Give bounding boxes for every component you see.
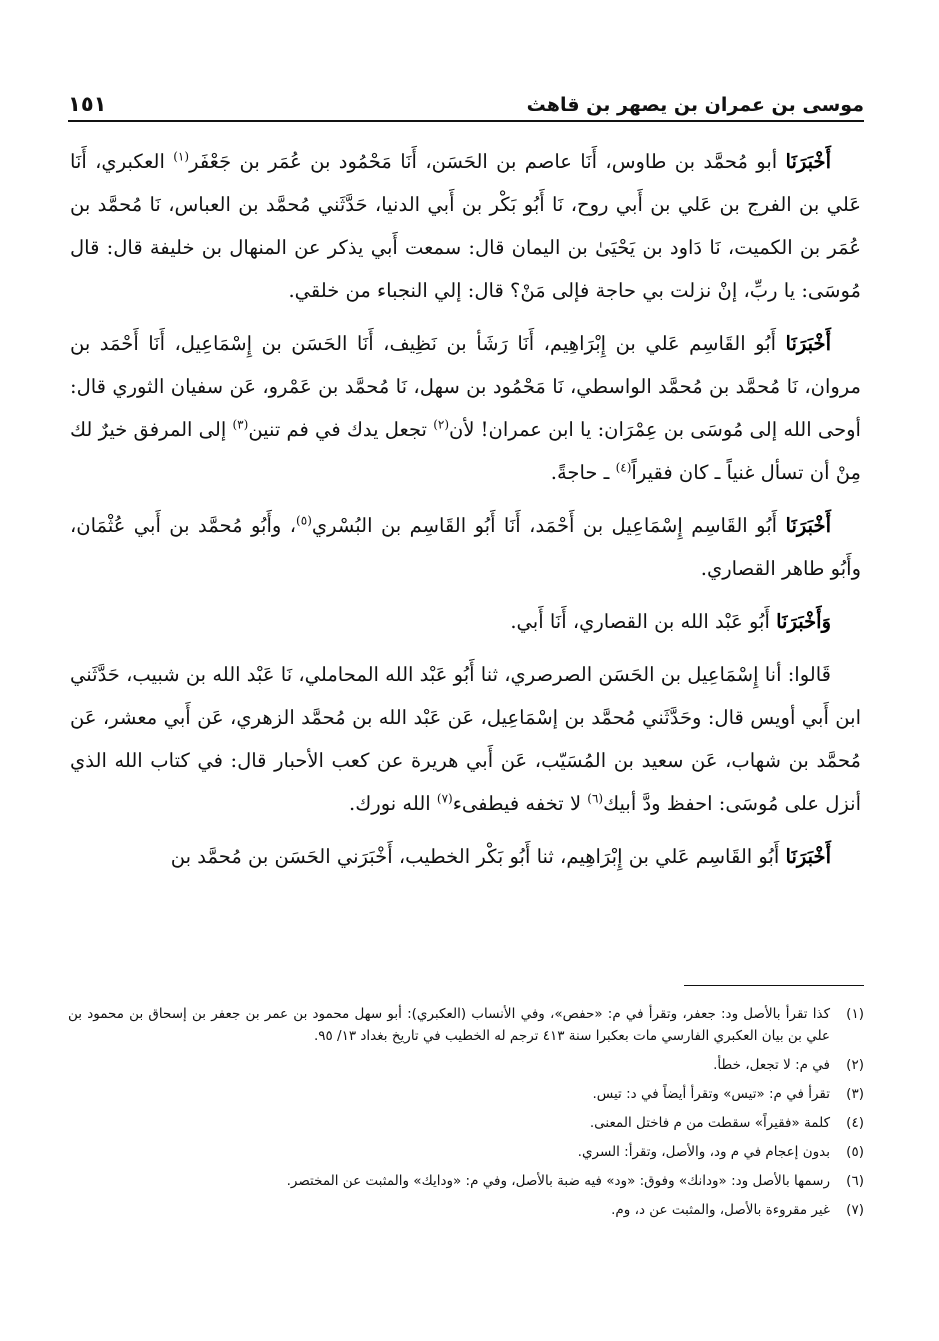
paragraph-6 [70,835,861,878]
paragraph-4 [70,600,861,643]
text-segment: أَبُو القَاسِم عَلي بن إِبْرَاهِيم، ثنا أَبُو بَكْر الخطيب، أَخْبَرَني الحَسَن بن مُحمَّد بن [170,845,786,868]
footnote-ref-6: (٦) [587,791,604,806]
footnote-number: (٢) [846,1057,864,1073]
text-segment: ، وأَبُو مُحمَّد بن أَبي عُثْمَان، وأَبُو طاهر القصاري. [70,514,861,580]
footnote-ref-7: (٧) [436,791,453,806]
main-text [70,140,861,888]
keyword-akhbarana: أَخْبَرَنَا [785,845,831,868]
keyword-wa-akhbarana: وَأَخْبَرَنَا [776,610,831,633]
footnotes [68,1003,864,1228]
footnote-text: في م: لا تجعل، خطأ. [713,1057,830,1073]
footnote-number: (٣) [846,1086,864,1102]
page-header [68,82,864,116]
keyword-akhbarana: أَخْبَرَنَا [785,332,831,355]
footnote-7 [68,1199,864,1221]
footnote-5 [68,1141,864,1163]
paragraph-1 [70,140,861,312]
text-segment: أَبُو عَبْد الله بن القصاري، أَنَا أَبي. [510,610,777,633]
footnote-text: كلمة «فقيراً» سقطت من م فاختل المعنى. [589,1115,830,1131]
text-segment: أَبُو القَاسِم عَلي بن إِبْرَاهِيم، أَنَا رَشَأ بن نَظِيف، أَنَا الحَسَن بن إِسْمَاعِيل، أَنَا أَحْمَد بن مروان، نَا مُحمَّد بن مُحمَّد الواسطي، نَا مَحْمُود بن سهل، نَا مُحمَّد بن عَمْرو، عَن سفيان الثوري قال: أوحى الله إلى مُوسَى بن عِمْرَان: يا ابن عمران! لأن [70,332,861,441]
footnote-6 [68,1170,864,1192]
paragraph-2 [70,322,861,494]
footnote-separator [684,985,864,986]
footnote-ref-5: (٥) [296,513,312,528]
footnote-number: (٦) [846,1173,864,1189]
footnote-ref-1: (١) [173,149,190,164]
footnote-4 [68,1112,864,1134]
text-segment: الله نورك. [349,792,437,815]
footnote-text: كذا تقرأ بالأصل ود: جعفر، وتقرأ في م: «حفص»، وفي الأنساب (العكبري): أبو سهل محمود بن عمر بن جعفر بن إسحاق بن محمود بن علي بن بيان العكبري الفارسي مات بعكبرا سنة ٤١٣ ترجم له الخطيب في تاريخ بغداد ١٣/ ٩٥. [68,1006,830,1044]
text-segment: قَالوا: أنا إِسْمَاعِيل بن الحَسَن الصرصري، ثنا أَبُو عَبْد الله المحاملي، نَا عَبْد الله بن شبيب، حَدَّثَني ابن أَبي أويس قال: وحَدَّثَني مُحمَّد بن إسْمَاعِيل، عَن عَبْد الله بن مُحمَّد الزهري، عَن أَبي معشر، عَن مُحمَّد بن شهاب، عَن سعيد بن المُسَيّب، عَن أَبي هريرة عن كعب الأحبار قال: في كتاب الله الذي أنزل على مُوسَى: احفظ ودَّ أبيك [70,663,862,815]
text-segment: تجعل يدك في فم تنين [248,418,434,441]
footnote-text: بدون إعجام في م ود، والأصل، وتقرأ: السري. [577,1144,830,1160]
footnote-text: غير مقروءة بالأصل، والمثبت عن د، وم. [611,1202,830,1218]
text-segment: إلى المرفق خيرٌ لك مِنْ أن تسأل غنياً ـ كان فقيراً [70,418,861,484]
footnote-text: رسمها بالأصل ود: «ودانك» وفوق: «ود» فيه ضبة بالأصل، وفي م: «ودايك» والمثبت عن المختصر. [286,1173,830,1189]
text-segment: لا تخفه فيطفىء [452,792,588,815]
header-rule [68,120,864,122]
footnote-2 [68,1054,864,1076]
text-segment: العكبري، أَنَا عَلي بن الفرج بن عَلي بن أَبي روح، نَا أَبُو بَكْر بن أَبي الدنيا، حَدَّثَني مُحمَّد بن العباس، نَا مُحمَّد بن عُمَر بن الكميت، نَا دَاود بن يَحْيَىٰ بن اليمان قال: سمعت أَبي يذكر عن المنهال بن خليفة قال: قال مُوسَى: يا ربِّ، إنْ نزلت بي حاجة فإلى مَنْ؟ قال: إلي النجباء من خلقي. [70,150,861,302]
footnote-ref-4: (٤) [615,460,632,475]
footnote-ref-3: (٣) [232,417,249,432]
paragraph-3 [70,504,861,590]
text-segment: أبو مُحمَّد بن طاوس، أَنَا عاصم بن الحَسَن، أَنَا مَحْمُود بن عُمَر بن جَعْفَر [189,150,786,173]
footnote-number: (٧) [846,1202,864,1218]
footnote-ref-2: (٢) [433,417,450,432]
keyword-akhbarana: أَخْبَرَنَا [785,150,832,173]
footnote-3 [68,1083,864,1105]
keyword-akhbarana: أَخْبَرَنَا [785,514,831,537]
running-title: موسى بن عمران بن يصهر بن قاهث [526,94,864,116]
footnote-number: (٥) [846,1144,864,1160]
footnote-1 [68,1003,864,1047]
text-segment: أَبُو القَاسِم إِسْمَاعِيل بن أَحْمَد، أَنَا أَبُو القَاسِم بن البُسْري [311,514,786,537]
page-number: ١٥١ [68,92,107,116]
paragraph-5 [70,653,861,825]
footnote-number: (٤) [846,1115,864,1131]
footnote-text: تقرأ في م: «تيس» وتقرأ أيضاً في د: تيس. [592,1086,830,1102]
footnote-number: (١) [846,1006,864,1022]
text-segment: ـ حاجةً. [550,461,616,484]
